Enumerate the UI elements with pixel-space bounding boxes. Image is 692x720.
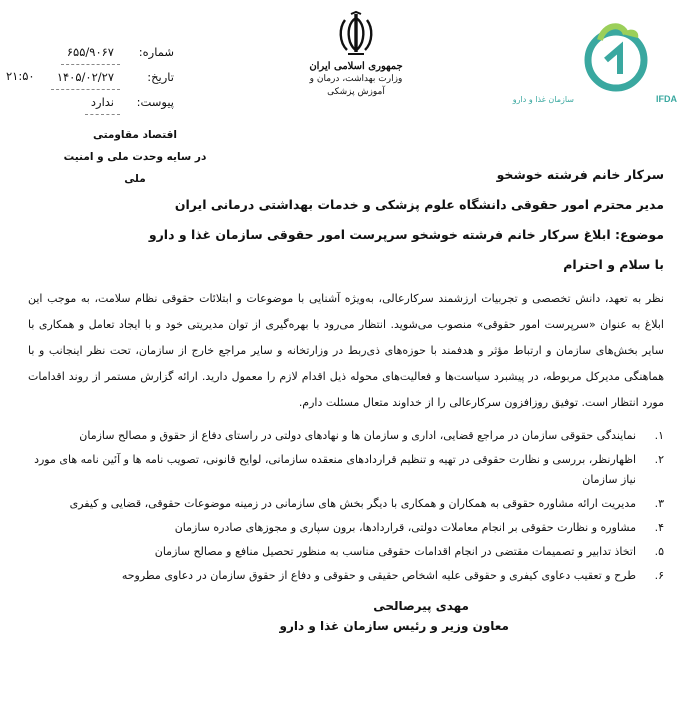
ifda-logo-icon [512,12,680,112]
duty-number: ۵. [654,545,664,558]
logo-en-text: IFDA [656,94,677,104]
attachment-row [14,90,174,115]
slogan-line-2: در سایه وحدت ملی و امنیت ملی [63,151,207,185]
slogan-line-1: اقتصاد مقاومتی [92,129,178,141]
emblem-line-1: جمهوری اسلامی ایران [309,61,403,72]
signatory-title: معاون وزیر و رئیس سازمان غذا و دارو [279,619,509,633]
duty-text: مشاوره و نظارت حقوقی بر انجام معاملات دولتی، قراردادها، برون سپاری و مجوزهای صادره سازمان [174,521,636,534]
number-row [14,40,174,65]
attachment-value: ندارد [85,90,120,115]
letter-body [28,160,664,636]
signature-block [28,596,664,636]
duty-item [28,566,664,586]
number-label: شماره: [138,45,174,59]
emblem-block [296,12,416,99]
duty-text: نمایندگی حقوقی سازمان در مراجع قضایی، اداری و سازمان ها و نهادهای دولتی در راستای دفاع از حقوق و مصالح سازمان [79,429,636,442]
duty-number: ۶. [654,569,664,582]
duties-list [28,426,664,586]
duty-number: ۴. [654,521,664,534]
duty-text: مدیریت ارائه مشاوره حقوقی به همکاران و همکاری با دیگر بخش های سازمانی در زمینه موضوعات حقوقی، قضایی و کیفری [69,497,636,510]
duty-number: ۳. [654,497,664,510]
number-value: ۶۵۵/۹۰۶۷ [61,40,120,65]
reference-block [6,40,174,115]
duty-text: اتخاذ تدابیر و تصمیمات مقتضی در انجام اقدامات حقوقی مناسب به منظور تحصیل منافع و مصالح سازمان [154,545,636,558]
date-value: ۱۴۰۵/۰۲/۲۷ [51,65,120,90]
recipient: سرکار خانم فرشته خوشخو [496,167,664,182]
attachment-label: پیوست: [136,95,174,109]
duty-number: ۱. [654,429,664,442]
subject: موضوع: ابلاغ سرکار خانم فرشته خوشخو سرپرست امور حقوقی سازمان غذا و دارو [148,227,664,242]
recipient-title: مدیر محترم امور حقوقی دانشگاه علوم پزشکی و خدمات بهداشتی درمانی ایران [174,197,664,212]
ifda-logo [512,12,680,112]
emblem-line-2: وزارت بهداشت، درمان و آموزش پزشکی [309,74,403,97]
duty-item [28,426,664,446]
date-label: تاریخ: [147,70,174,84]
body-paragraph: نظر به تعهد، دانش تخصصی و تجربیات ارزشمند سرکارعالی، به‌ویژه آشنایی با موضوعات و ابتلائات حقوقی نظام سلامت، به موجب این ابلاغ به عنوان «سرپرست امور حقوقی» منصوب می‌شوید. انتظار می‌رود با بهره‌گیری از توان مدیریتی خود و با ایجاد تعامل و همکاری با سایر بخش‌های سازمان و ارتباط مؤثر و هدفمند با حوزه‌های ذی‌ربط در وزارتخانه و سایر مراجع خارج از سازمان، تحت نظر اینجانب و با هماهنگی مدیرکل مربوطه، در پیشبرد سیاست‌ها و فعالیت‌های محوله ذیل اقدام لازم را معمول دارید. ارائه گزارش مستمر از روند اقدامات مورد انتظار است. توفیق روزافزون سرکارعالی را از خداوند متعال مسئلت دارم. [28,292,664,409]
duty-number: ۲. [654,453,664,466]
duty-item [28,518,664,538]
duty-item [28,542,664,562]
duty-text: اظهارنظر، بررسی و نظارت حقوقی در تهیه و تنظیم قراردادهای منعقده سازمانی، لوایح قانونی، تصویب نامه ها و آئین نامه های مورد نیاز سازمان [34,453,636,486]
signatory-name: مهدی پیرصالحی [373,599,469,613]
greeting: با سلام و احترام [563,257,664,272]
duty-text: طرح و تعقیب دعاوی کیفری و حقوقی علیه اشخاص حقیقی و حقوقی و دفاع از حقوق سازمان در دعاوی مطروحه [121,569,636,582]
date-row [14,65,174,90]
duty-item [28,494,664,514]
iran-emblem-icon [336,12,376,58]
duty-item [28,450,664,490]
logo-fa-text: سازمان غذا و دارو [512,95,574,104]
time-value: ۲۱:۵۰ [6,69,35,83]
